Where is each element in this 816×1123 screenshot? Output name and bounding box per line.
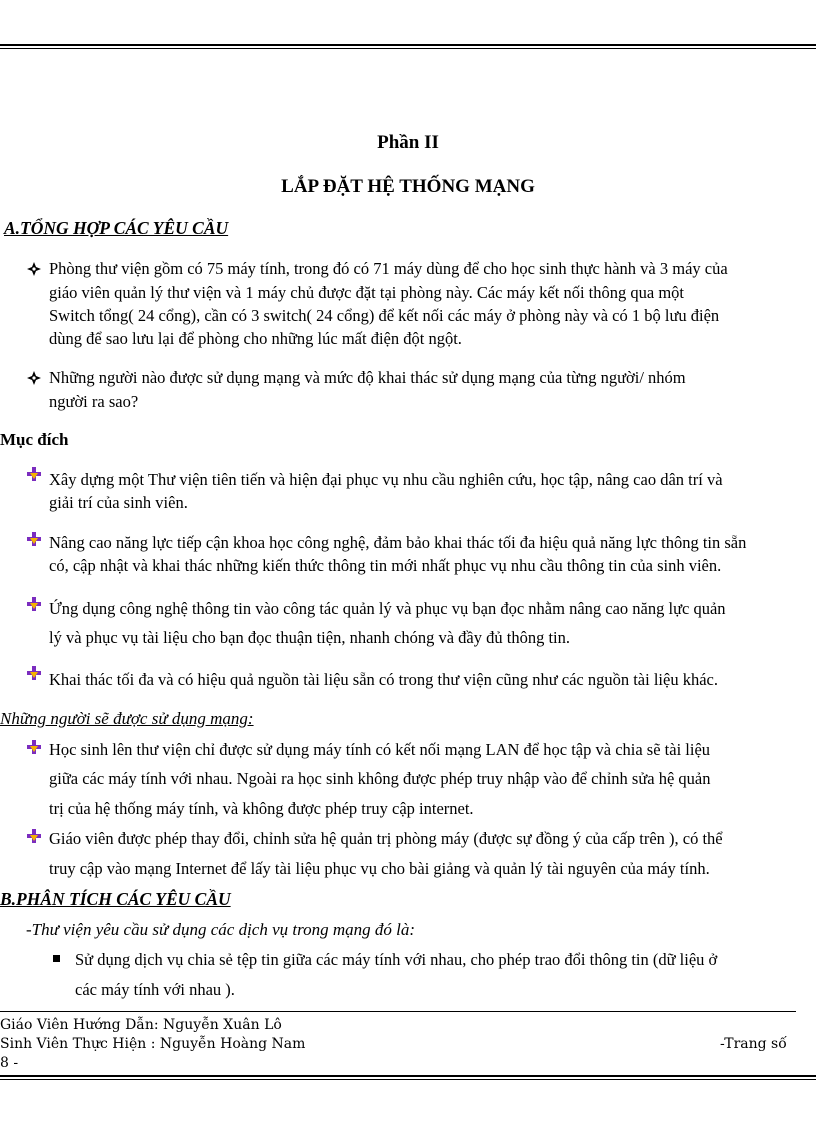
purpose-text: có, cập nhật và khai thác những kiến thức thông tin mới nhất phục vụ nhu cầu thông tin của sinh viên.	[49, 556, 722, 575]
diamond-bullet-icon	[27, 262, 41, 276]
purpose-text: Ứng dụng công nghệ thông tin vào công tác quản lý và phục vụ bạn đọc nhằm nâng cao năng lực quản	[49, 599, 726, 618]
arrow-bullet-icon	[27, 666, 41, 680]
arrow-bullet-icon	[27, 740, 41, 754]
users-title: Những người sẽ được sử dụng mạng:	[0, 709, 254, 728]
bullet-text: Switch tổng( 24 cổng), cần có 3 switch( 24 cổng) để kết nối các máy ở phòng này và có 1 bộ lưu điện	[49, 306, 720, 325]
header-rule-thin	[0, 48, 816, 49]
purpose-text: Khai thác tối đa và có hiệu quả nguồn tài liệu sẵn có trong thư viện cũng như các nguồn tài liệu khác.	[49, 670, 718, 689]
footer-instructor: Giáo Viên Hướng Dẫn: Nguyễn Xuân Lô	[0, 1017, 282, 1033]
section-b-title: B.PHÂN TÍCH CÁC YÊU CẦU	[0, 889, 231, 909]
section-b-text: Sử dụng dịch vụ chia sẻ tệp tin giữa các máy tính với nhau, cho phép trao đổi thông tin (dữ liệu ở	[75, 950, 718, 969]
arrow-bullet-icon	[27, 597, 41, 611]
purpose-text: lý và phục vụ tài liệu cho bạn đọc thuận tiện, nhanh chóng và đầy đủ thông tin.	[49, 628, 571, 647]
section-b-intro: -Thư viện yêu cầu sử dụng các dịch vụ trong mạng đó là:	[26, 920, 415, 939]
page-title: LẮP ĐẶT HỆ THỐNG MẠNG	[281, 176, 535, 197]
purpose-text: Nâng cao năng lực tiếp cận khoa học công nghệ, đảm bảo khai thác tối đa hiệu quả năng lực thông tin sẵn	[49, 533, 747, 552]
purpose-text: Xây dựng một Thư viện tiên tiến và hiện đại phục vụ nhu cầu nghiên cứu, học tập, nâng cao dân trí và	[49, 470, 723, 489]
part-heading: Phần II	[377, 132, 439, 153]
bullet-text: giáo viên quản lý thư viện và 1 máy chủ được đặt tại phòng này. Các máy kết nối thông qua một	[49, 283, 684, 302]
users-text: Giáo viên được phép thay đổi, chỉnh sửa hệ quản trị phòng máy (được sự đồng ý của cấp trên ), có thể	[49, 829, 723, 848]
users-text: trị của hệ thống máy tính, và không được phép truy cập internet.	[49, 799, 474, 818]
arrow-bullet-icon	[27, 532, 41, 546]
square-bullet-icon	[53, 955, 60, 962]
bullet-text: người ra sao?	[49, 392, 139, 411]
footer-rule-thick	[0, 1075, 816, 1077]
diamond-bullet-icon	[27, 371, 41, 385]
arrow-bullet-icon	[27, 829, 41, 843]
section-a-title: A.TỔNG HỢP CÁC YÊU CẦU	[4, 218, 229, 238]
footer-rule-thin	[0, 1079, 816, 1080]
bullet-text: Những người nào được sử dụng mạng và mức độ khai thác sử dụng mạng của từng người/ nhóm	[49, 368, 686, 387]
users-text: Học sinh lên thư viện chỉ được sử dụng máy tính có kết nối mạng LAN để học tập và chia sẽ tài liệu	[49, 740, 711, 759]
footer-page-number: 8 -	[0, 1055, 19, 1071]
purpose-text: giải trí của sinh viên.	[49, 493, 188, 512]
section-b-text: các máy tính với nhau ).	[75, 980, 235, 999]
header-rule	[0, 44, 816, 46]
arrow-bullet-icon	[27, 467, 41, 481]
bullet-text: Phòng thư viện gồm có 75 máy tính, trong đó có 71 máy dùng để cho học sinh thực hành và 3 máy của	[49, 259, 728, 278]
bullet-text: dùng để sao lưu lại để phòng cho những lúc mất điện đột ngột.	[49, 329, 462, 348]
purpose-title: Mục đích	[0, 430, 69, 449]
footer-rule	[0, 1011, 796, 1012]
users-text: giữa các máy tính với nhau. Ngoài ra học sinh không được phép truy nhập vào để chỉnh sửa hệ quản	[49, 769, 711, 788]
footer-page-label: -Trang số	[720, 1036, 787, 1052]
footer-student: Sinh Viên Thực Hiện : Nguyễn Hoàng Nam	[0, 1036, 306, 1052]
users-text: truy cập vào mạng Internet để lấy tài liệu phục vụ cho bài giảng và quản lý tài nguyên của máy tính.	[49, 859, 710, 878]
